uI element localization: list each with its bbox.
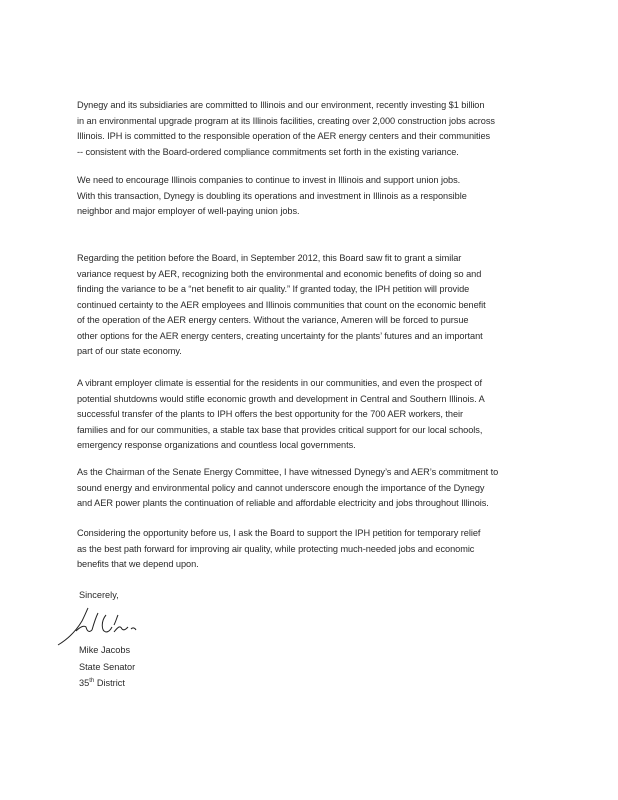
text-line: neighbor and major employer of well-paying union jobs. <box>77 206 300 216</box>
paragraph-employer-climate <box>77 376 577 454</box>
text-line: Illinois. IPH is committed to the responsible operation of the AER energy centers and their communities <box>77 131 491 141</box>
signer-name: Mike Jacobs <box>79 645 131 655</box>
text-line: As the Chairman of the Senate Energy Committee, I have witnessed Dynegy’s and AER’s commitment to <box>77 467 499 477</box>
text-line: sound energy and environmental policy and cannot underscore enough the importance of the Dynegy <box>77 482 485 493</box>
text-line: variance request by AER, recognizing both the environmental and economic benefits of doing so and <box>77 268 482 279</box>
text-line: A vibrant employer climate is essential for the residents in our communities, and even the prospect of <box>77 378 482 388</box>
text-line: Regarding the petition before the Board, in September 2012, this Board saw fit to grant a similar <box>77 253 462 263</box>
text-line: We need to encourage Illinois companies to continue to invest in Illinois and support union jobs. <box>77 175 461 185</box>
text-line: families and for our communities, a stable tax base that provides critical support for our local schools, <box>77 424 483 435</box>
closing: Sincerely, <box>79 590 119 600</box>
paragraph-dynegy-commitment <box>77 98 577 160</box>
signer-block <box>79 642 135 692</box>
district-number: 35 <box>79 678 90 688</box>
text-line: and AER power plants the continuation of reliable and affordable electricity and jobs throughout Illinois. <box>77 498 489 508</box>
handwritten-signature <box>56 605 146 647</box>
paragraph-union-jobs <box>77 173 577 220</box>
text-line: emergency response organizations and countless local governments. <box>77 440 356 450</box>
text-line: potential shutdowns would stifle economic growth and development in Central and Southern Illinois. A <box>77 393 485 404</box>
paragraph-petition <box>77 251 577 360</box>
district-suffix: th <box>89 677 95 684</box>
text-line: of the operation of the AER energy centers. Without the variance, Ameren will be forced to pursue <box>77 315 469 325</box>
text-line: Dynegy and its subsidiaries are committed to Illinois and our environment, recently investing $1 billion <box>77 100 485 110</box>
text-line: part of our state economy. <box>77 346 182 356</box>
text-line: With this transaction, Dynegy is doubling its operations and investment in Illinois as a responsible <box>77 190 467 201</box>
text-line: benefits that we depend upon. <box>77 559 199 569</box>
signer-district <box>79 675 135 692</box>
text-line: other options for the AER energy centers, creating uncertainty for the plants’ futures and an important <box>77 330 483 341</box>
signer-title: State Senator <box>79 661 136 672</box>
text-line: Considering the opportunity before us, I ask the Board to support the IPH petition for temporary relief <box>77 528 481 538</box>
text-line: successful transfer of the plants to IPH offers the best opportunity for the 700 AER workers, their <box>77 409 464 419</box>
text-line: in an environmental upgrade program at its Illinois facilities, creating over 2,000 construction jobs across <box>77 115 495 126</box>
text-line: -- consistent with the Board-ordered compliance commitments set forth in the existing variance. <box>77 146 459 157</box>
paragraph-request <box>77 526 577 573</box>
paragraph-energy-committee <box>77 465 577 512</box>
text-line: continued certainty to the AER employees and Illinois communities that count on the economic benefit <box>77 299 486 310</box>
text-line: finding the variance to be a “net benefit to air quality.” If granted today, the IPH petition will provide <box>77 284 470 294</box>
text-line: as the best path forward for improving air quality, while protecting much-needed jobs and economic <box>77 543 475 554</box>
district-label: District <box>96 678 125 688</box>
